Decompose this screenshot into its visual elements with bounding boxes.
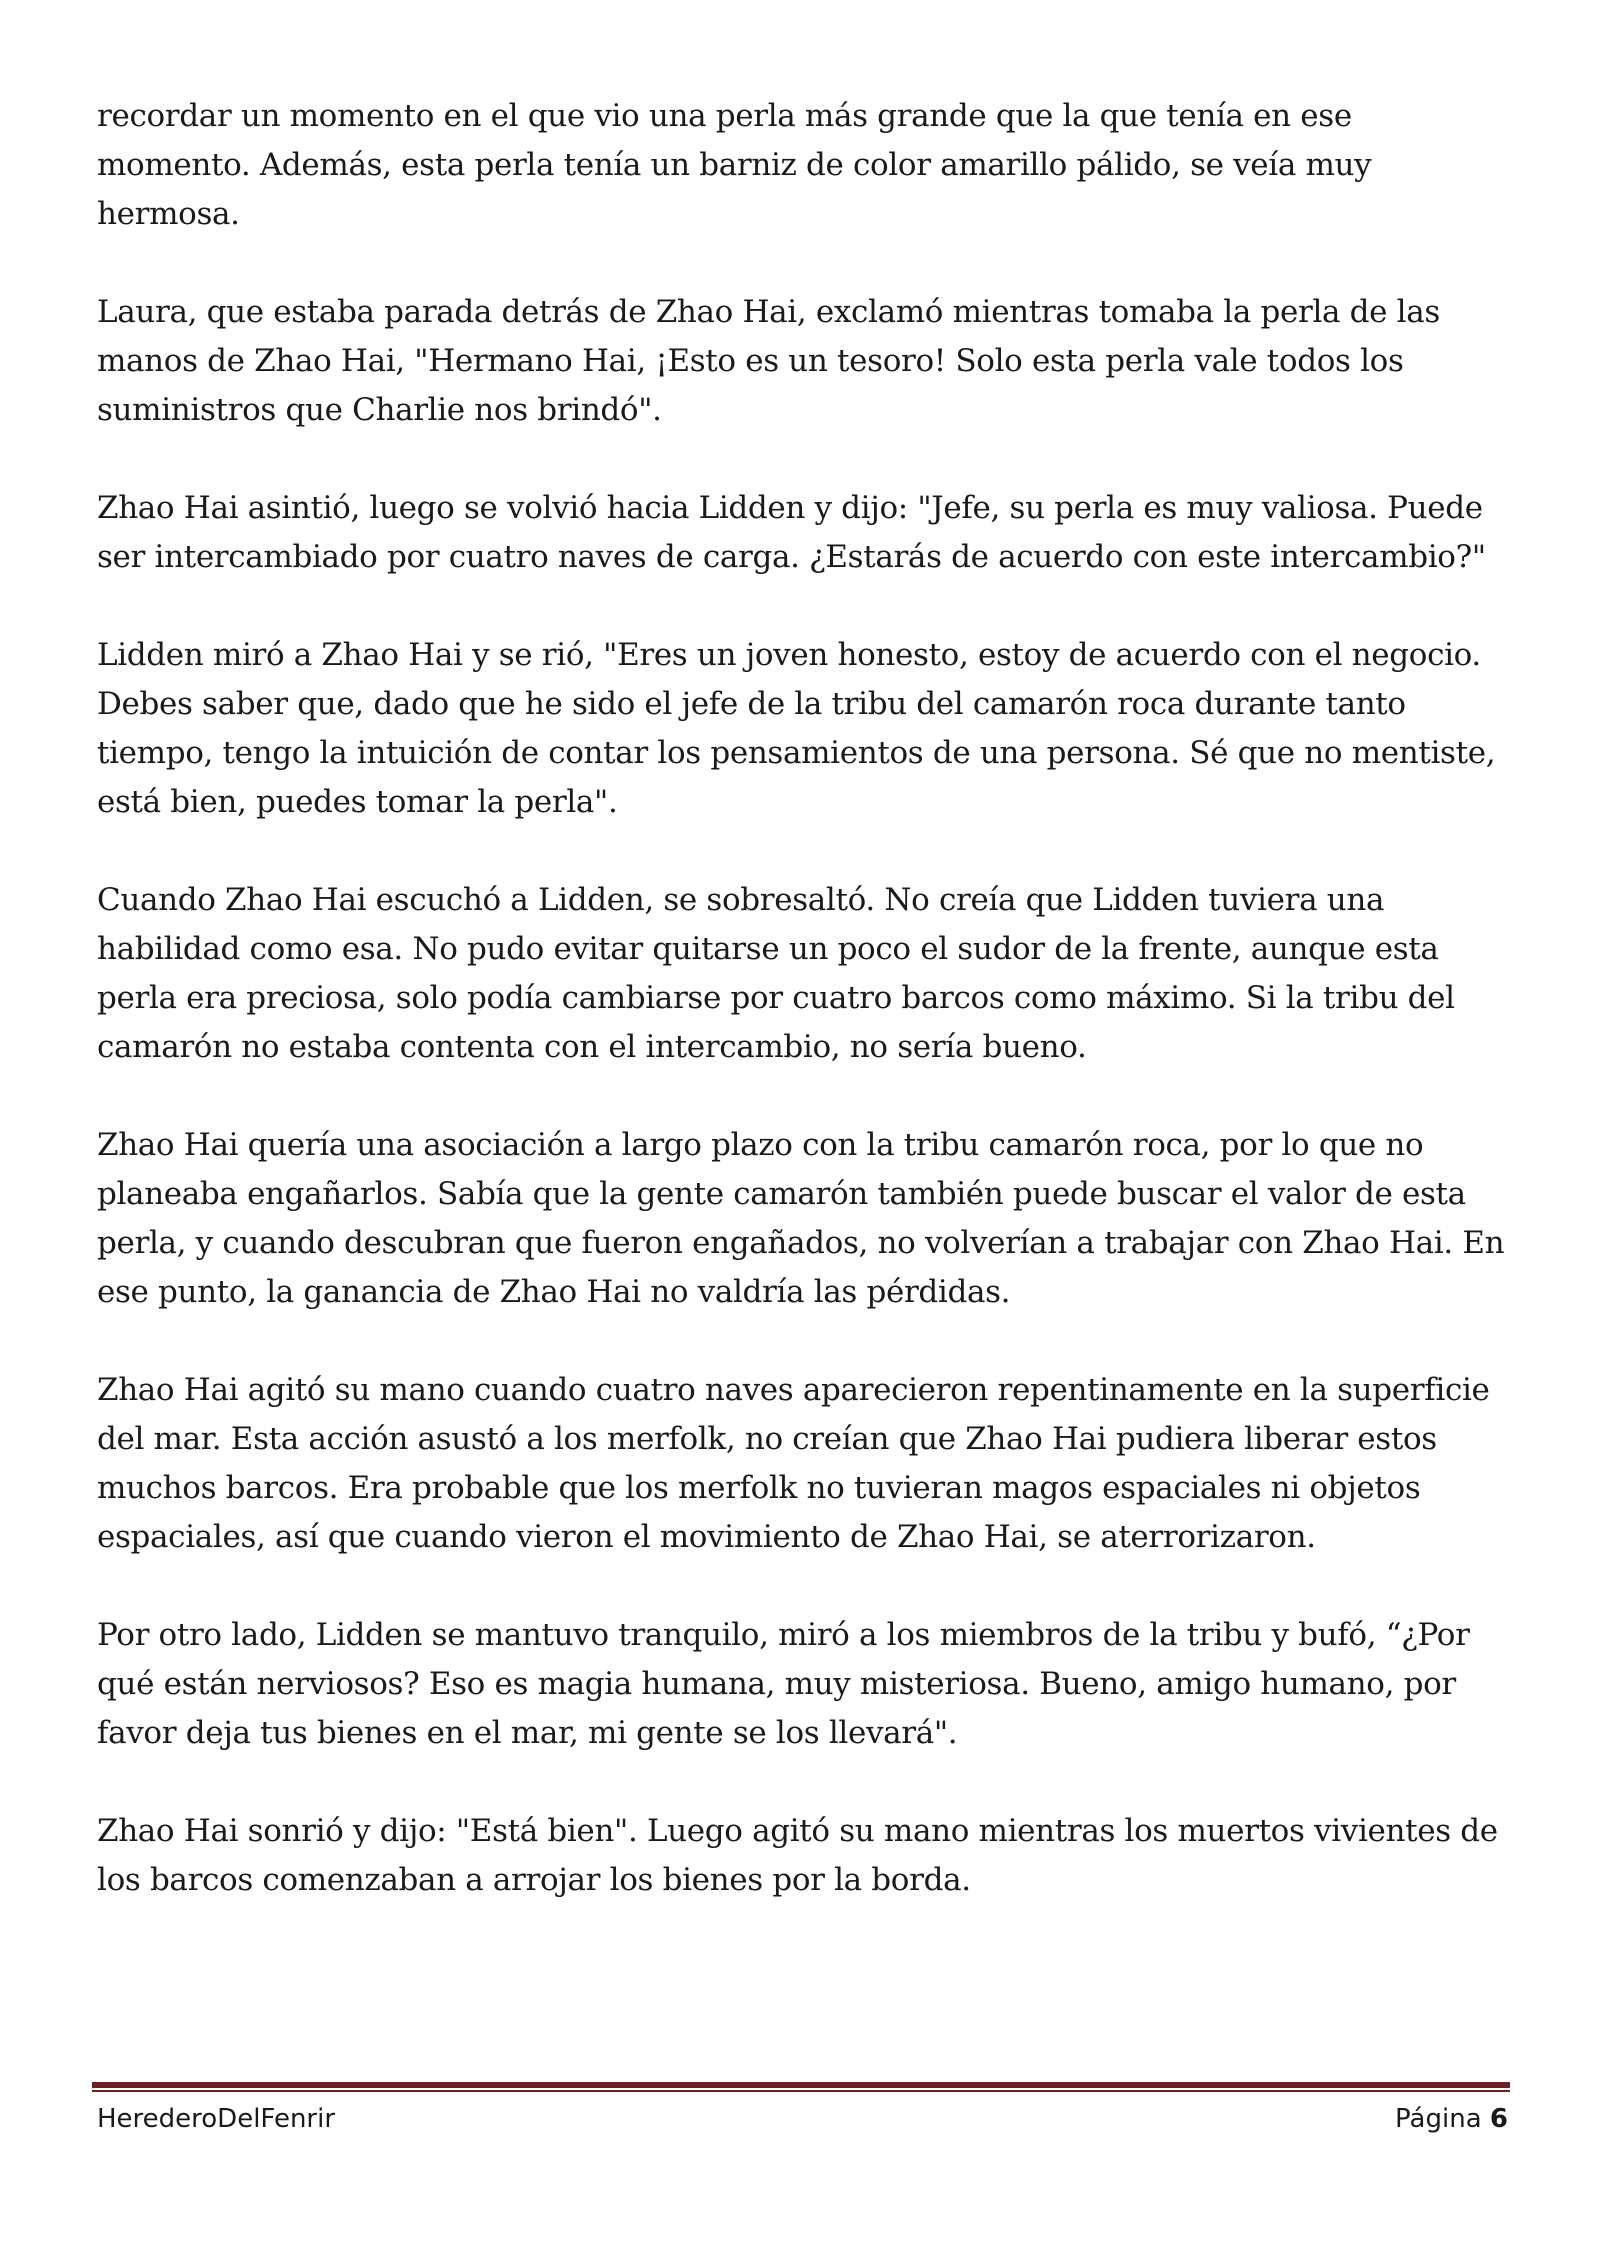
paragraph: Zhao Hai sonrió y dijo: "Está bien". Luego agitó su mano mientras los muertos vivientes de los barcos comenzaban a arrojar los bienes por la borda. (97, 1813, 1498, 1898)
paragraph: Laura, que estaba parada detrás de Zhao Hai, exclamó mientras tomaba la perla de las manos de Zhao Hai, "Hermano Hai, ¡Esto es un tesoro! Solo esta perla vale todos los suministros que Charlie nos brindó". (97, 294, 1440, 428)
paragraph: Zhao Hai asintió, luego se volvió hacia Lidden y dijo: "Jefe, su perla es muy valiosa. Puede ser intercambiado por cuatro naves de carga. ¿Estarás de acuerdo con este intercambio?" (97, 490, 1486, 575)
footer-page-number (1395, 2104, 1508, 2134)
paragraph: Por otro lado, Lidden se mantuvo tranquilo, miró a los miembros de la tribu y bufó, “¿Por qué están nerviosos? Eso es magia humana, muy misteriosa. Bueno, amigo humano, por favor deja tus bienes en el mar, mi gente se los llevará". (97, 1617, 1470, 1751)
footer-author: HerederoDelFenrir (97, 2104, 336, 2134)
paragraph: Cuando Zhao Hai escuchó a Lidden, se sobresaltó. No creía que Lidden tuviera una habilidad como esa. No pudo evitar quitarse un poco el sudor de la frente, aunque esta perla era preciosa, solo podía cambiarse por cuatro barcos como máximo. Si la tribu del camarón no estaba contenta con el intercambio, no sería bueno. (97, 882, 1455, 1065)
paragraph: Zhao Hai quería una asociación a largo plazo con la tribu camarón roca, por lo que no planeaba engañarlos. Sabía que la gente camarón también puede buscar el valor de esta perla, y cuando descubran que fueron engañados, no volverían a trabajar con Zhao Hai. En ese punto, la ganancia de Zhao Hai no valdría las pérdidas. (97, 1127, 1505, 1310)
page-label: Página (1395, 2104, 1482, 2134)
paragraph: Lidden miró a Zhao Hai y se rió, "Eres un joven honesto, estoy de acuerdo con el negocio. Debes saber que, dado que he sido el jefe de la tribu del camarón roca durante tanto tiempo, tengo la intuición de contar los pensamientos de una persona. Sé que no mentiste, está bien, puedes tomar la perla". (97, 637, 1496, 820)
paragraph: recordar un momento en el que vio una perla más grande que la que tenía en ese momento. Además, esta perla tenía un barniz de color amarillo pálido, se veía muy hermosa. (97, 98, 1372, 232)
page-number: 6 (1489, 2104, 1508, 2134)
footer-divider-thin (92, 2090, 1510, 2092)
body-text (97, 92, 1512, 1954)
footer-divider (92, 2082, 1510, 2092)
paragraph: Zhao Hai agitó su mano cuando cuatro naves aparecieron repentinamente en la superficie del mar. Esta acción asustó a los merfolk, no creían que Zhao Hai pudiera liberar estos muchos barcos. Era probable que los merfolk no tuvieran magos espaciales ni objetos espaciales, así que cuando vieron el movimiento de Zhao Hai, se aterrorizaron. (97, 1372, 1490, 1555)
